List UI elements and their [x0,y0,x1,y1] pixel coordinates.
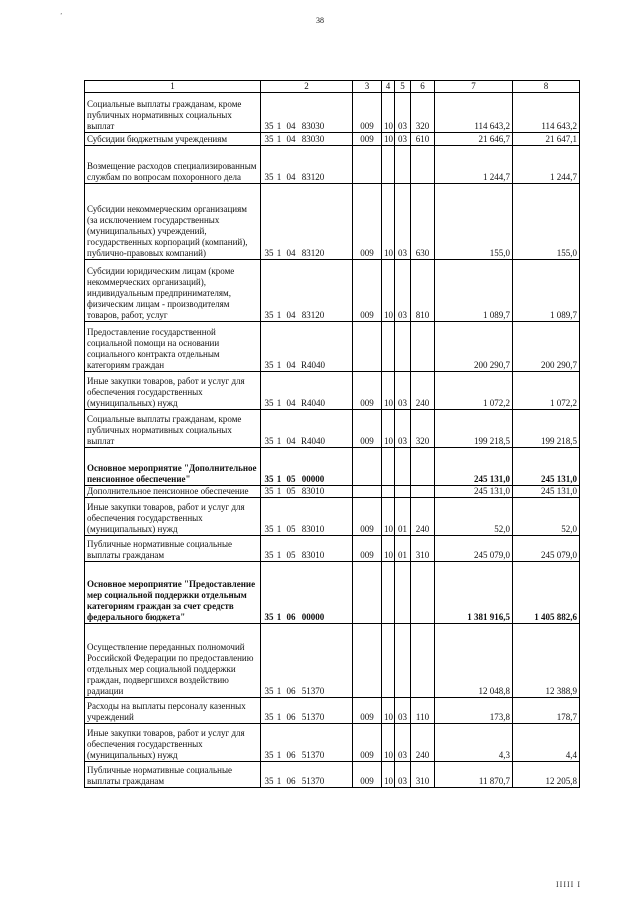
code-part: 35 [264,172,274,182]
code-part: 35 [264,550,274,560]
row-col-3: 009 [353,410,382,448]
row-col-7: 11 870,7 [435,762,513,788]
row-col-5: 01 [395,536,411,562]
row-col-6: 610 [411,133,435,146]
code-part: 06 [286,750,296,760]
code-part: 06 [286,712,296,722]
budget-table [84,80,580,788]
row-col-6: 320 [411,410,435,448]
row-name: Публичные нормативные социальные выплаты гражданам [85,536,261,562]
row-code [261,724,353,762]
code-part: 1 [276,248,282,258]
row-code [261,184,353,260]
row-name: Возмещение расходов специализированным службам по вопросам похоронного дела [85,146,261,184]
row-name: Субсидии бюджетным учреждениям [85,133,261,146]
row-col-6 [411,146,435,184]
row-col-7: 114 643,2 [435,93,513,133]
code-part: 05 [286,550,296,560]
row-col-7: 52,0 [435,498,513,536]
table-row [85,372,580,410]
row-code [261,536,353,562]
row-col-6: 320 [411,93,435,133]
row-col-6 [411,486,435,498]
table-row [85,698,580,724]
row-col-8: 114 643,2 [513,93,580,133]
row-col-3 [353,322,382,372]
header-col-4: 4 [382,81,395,93]
code-part: 83010 [301,550,325,560]
row-col-7: 245 131,0 [435,448,513,486]
row-col-5: 03 [395,698,411,724]
row-col-6: 240 [411,724,435,762]
row-name: Основное мероприятие "Предоставление мер социальной поддержки отдельным категориям граждан за счет средств федерального бюджета" [85,562,261,624]
row-col-7: 155,0 [435,184,513,260]
code-part: 1 [276,121,282,131]
row-name: Основное мероприятие "Дополнительное пенсионное обеспечение" [85,448,261,486]
row-col-7: 1 089,7 [435,260,513,322]
code-part: R4040 [300,436,325,446]
code-part: 05 [286,474,296,484]
row-col-4 [382,624,395,698]
row-col-8: 178,7 [513,698,580,724]
row-code [261,448,353,486]
corner-mark: ʼ [60,12,63,20]
header-col-2: 2 [261,81,353,93]
row-col-7: 12 048,8 [435,624,513,698]
row-code [261,486,353,498]
table-row [85,498,580,536]
row-col-5: 01 [395,498,411,536]
code-part: 1 [276,360,282,370]
code-part: 83030 [301,121,325,131]
row-code [261,372,353,410]
row-code [261,762,353,788]
code-part: 1 [276,172,282,182]
row-col-8: 4,4 [513,724,580,762]
row-col-7: 21 646,7 [435,133,513,146]
row-code [261,562,353,624]
code-part: R4040 [300,398,325,408]
row-col-3: 009 [353,133,382,146]
row-col-3: 009 [353,498,382,536]
table-row [85,133,580,146]
row-col-4: 10 [382,184,395,260]
row-col-6: 240 [411,498,435,536]
row-name: Социальные выплаты гражданам, кроме публичных нормативных социальных выплат [85,93,261,133]
code-part: 1 [276,712,282,722]
row-col-4: 10 [382,260,395,322]
row-col-3: 009 [353,536,382,562]
row-col-4: 10 [382,93,395,133]
code-part: 51370 [301,712,325,722]
row-col-6: 310 [411,536,435,562]
code-part: 1 [276,486,282,496]
row-col-3 [353,448,382,486]
row-code [261,624,353,698]
row-col-6: 310 [411,762,435,788]
code-part: 1 [276,776,282,786]
code-part: 04 [286,172,296,182]
row-col-3: 009 [353,260,382,322]
table-row [85,93,580,133]
row-col-3 [353,562,382,624]
row-col-6: 630 [411,184,435,260]
code-part: 35 [264,436,274,446]
header-col-1: 1 [85,81,261,93]
row-col-8: 1 405 882,6 [513,562,580,624]
row-col-4 [382,322,395,372]
code-part: 51370 [301,750,325,760]
row-code [261,698,353,724]
code-part: 1 [276,310,282,320]
code-part: 83010 [301,486,325,496]
row-name: Иные закупки товаров, работ и услуг для обеспечения государственных (муниципальных) нужд [85,372,261,410]
row-col-7: 1 244,7 [435,146,513,184]
row-col-4: 10 [382,133,395,146]
row-col-5: 03 [395,184,411,260]
row-col-3: 009 [353,762,382,788]
code-part: 35 [264,750,274,760]
code-part: 04 [286,398,296,408]
row-col-8: 21 647,1 [513,133,580,146]
row-col-5: 03 [395,410,411,448]
row-name: Предоставление государственной социальной помощи на основании социального контракта отдельным категориям граждан [85,322,261,372]
table-row [85,260,580,322]
code-part: 1 [276,134,282,144]
row-col-4 [382,448,395,486]
row-col-8: 1 244,7 [513,146,580,184]
code-part: 35 [264,474,274,484]
row-col-5: 03 [395,93,411,133]
table-row [85,146,580,184]
code-part: 35 [264,134,274,144]
table-row [85,624,580,698]
row-col-5: 03 [395,762,411,788]
row-name: Субсидии юридическим лицам (кроме некоммерческих организаций), индивидуальным предпринимателям, физическим лицам - производителям товаров, работ, услуг [85,260,261,322]
row-col-6: 240 [411,372,435,410]
table-row [85,762,580,788]
row-col-7: 1 072,2 [435,372,513,410]
row-code [261,260,353,322]
row-col-8: 199 218,5 [513,410,580,448]
table-row [85,486,580,498]
row-col-8: 1 072,2 [513,372,580,410]
code-part: 35 [264,360,274,370]
code-part: 1 [276,750,282,760]
row-col-7: 245 131,0 [435,486,513,498]
code-part: 06 [286,612,296,622]
row-name: Публичные нормативные социальные выплаты гражданам [85,762,261,788]
header-col-5: 5 [395,81,411,93]
row-col-8: 12 388,9 [513,624,580,698]
row-col-5: 03 [395,260,411,322]
row-col-6 [411,448,435,486]
page-number: 38 [316,16,324,25]
code-part: R4040 [300,360,325,370]
row-code [261,133,353,146]
row-col-4: 10 [382,536,395,562]
code-part: 83120 [301,310,325,320]
row-col-3 [353,624,382,698]
row-col-5 [395,562,411,624]
table-row [85,448,580,486]
row-col-8: 200 290,7 [513,322,580,372]
row-col-5 [395,448,411,486]
table-row [85,184,580,260]
row-col-7: 1 381 916,5 [435,562,513,624]
row-code [261,410,353,448]
row-col-3: 009 [353,372,382,410]
code-part: 83120 [301,172,325,182]
row-code [261,498,353,536]
table-row [85,724,580,762]
row-col-8: 245 131,0 [513,486,580,498]
code-part: 51370 [301,776,325,786]
row-col-4: 10 [382,698,395,724]
row-col-5 [395,486,411,498]
row-col-7: 4,3 [435,724,513,762]
row-col-3: 009 [353,698,382,724]
row-col-3 [353,146,382,184]
code-part: 1 [276,550,282,560]
row-col-8: 245 079,0 [513,536,580,562]
row-col-8: 12 205,8 [513,762,580,788]
row-col-4: 10 [382,410,395,448]
table-row [85,410,580,448]
header-col-7: 7 [435,81,513,93]
code-part: 1 [276,436,282,446]
code-part: 04 [286,310,296,320]
code-part: 04 [286,248,296,258]
row-col-4: 10 [382,372,395,410]
code-part: 04 [286,360,296,370]
code-part: 35 [264,398,274,408]
code-part: 04 [286,134,296,144]
row-code [261,93,353,133]
row-col-8: 52,0 [513,498,580,536]
code-part: 04 [286,121,296,131]
row-col-3: 009 [353,184,382,260]
header-col-6: 6 [411,81,435,93]
header-col-8: 8 [513,81,580,93]
row-col-6: 110 [411,698,435,724]
code-part: 35 [264,524,274,534]
row-col-4: 10 [382,724,395,762]
table-row [85,322,580,372]
table-body [85,93,580,788]
row-col-5: 03 [395,372,411,410]
code-part: 04 [286,436,296,446]
code-part: 35 [264,121,274,131]
code-part: 05 [286,486,296,496]
row-col-7: 200 290,7 [435,322,513,372]
row-col-5 [395,146,411,184]
row-name: Расходы на выплаты персоналу казенных учреждений [85,698,261,724]
row-col-6 [411,562,435,624]
row-col-7: 199 218,5 [435,410,513,448]
row-col-6: 810 [411,260,435,322]
code-part: 05 [286,524,296,534]
table-header-row [85,81,580,93]
code-part: 35 [264,310,274,320]
code-part: 51370 [301,686,325,696]
row-col-4 [382,146,395,184]
code-part: 1 [276,474,282,484]
row-col-8: 1 089,7 [513,260,580,322]
code-part: 35 [264,486,274,496]
row-name: Иные закупки товаров, работ и услуг для обеспечения государственных (муниципальных) нужд [85,724,261,762]
row-col-4: 10 [382,498,395,536]
code-part: 1 [276,612,282,622]
row-col-5: 03 [395,724,411,762]
code-part: 35 [264,776,274,786]
code-part: 83120 [301,248,325,258]
code-part: 35 [264,612,274,622]
row-col-4 [382,562,395,624]
code-part: 06 [286,686,296,696]
row-col-7: 173,8 [435,698,513,724]
footer-mark: IIIII I [556,880,581,889]
row-col-8: 155,0 [513,184,580,260]
row-col-6 [411,322,435,372]
row-col-5: 03 [395,133,411,146]
row-col-5 [395,624,411,698]
table-row [85,536,580,562]
code-part: 1 [276,686,282,696]
code-part: 83030 [301,134,325,144]
row-name: Дополнительное пенсионное обеспечение [85,486,261,498]
row-col-3 [353,486,382,498]
code-part: 35 [264,712,274,722]
row-col-8: 245 131,0 [513,448,580,486]
row-name: Социальные выплаты гражданам, кроме публичных нормативных социальных выплат [85,410,261,448]
table-row [85,562,580,624]
row-col-5 [395,322,411,372]
row-name: Осуществление переданных полномочий Российской Федерации по предоставлению отдельных мер социальной поддержки граждан, подвергшихся воздействию радиации [85,624,261,698]
code-part: 1 [276,524,282,534]
code-part: 35 [264,248,274,258]
row-col-4 [382,486,395,498]
row-col-6 [411,624,435,698]
row-code [261,146,353,184]
row-name: Субсидии некоммерческим организациям (за исключением государственных (муниципальных) учреждений, государственных корпораций (компаний), публично-правовых компаний) [85,184,261,260]
row-code [261,322,353,372]
row-col-3: 009 [353,93,382,133]
code-part: 00000 [301,612,325,622]
row-col-3: 009 [353,724,382,762]
header-col-3: 3 [353,81,382,93]
row-col-7: 245 079,0 [435,536,513,562]
row-col-4: 10 [382,762,395,788]
code-part: 00000 [301,474,325,484]
row-name: Иные закупки товаров, работ и услуг для обеспечения государственных (муниципальных) нужд [85,498,261,536]
code-part: 35 [264,686,274,696]
code-part: 06 [286,776,296,786]
code-part: 83010 [301,524,325,534]
code-part: 1 [276,398,282,408]
